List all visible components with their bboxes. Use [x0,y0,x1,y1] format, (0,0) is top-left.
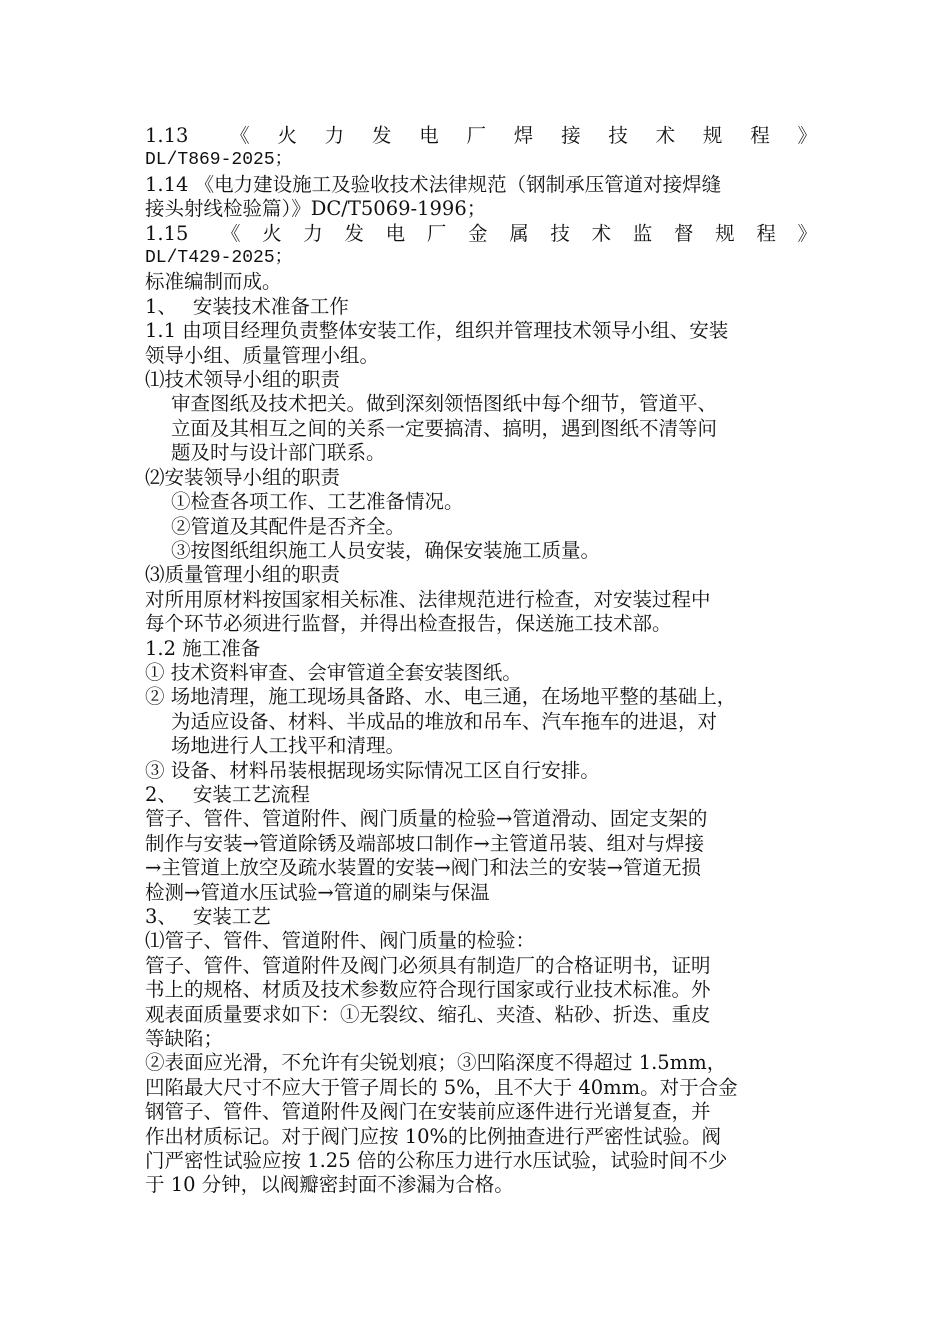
process-flow-text: 管子、管件、管道附件、阀门质量的检验→管道滑动、固定支架的 [145,807,708,831]
tech-group-text: 题及时与设计部门联系。 [171,441,386,465]
install-group-item: ①检查各项工作、工艺准备情况。 [171,490,464,514]
prep-item: ② 场地清理，施工现场具备路、水、电三通，在场地平整的基础上， [145,685,737,709]
tech-group-text: 立面及其相互之间的关系一定要搞清、搞明，遇到图纸不清等问 [171,416,718,440]
process-flow-text: 制作与安装→管道除锈及端部坡口制作→主管道吊装、组对与焊接 [145,831,705,855]
inspection-text: 书上的规格、材质及技术参数应符合现行国家或行业技术标准。外 [145,978,711,1002]
section-1-heading: 1、 安装技术准备工作 [145,294,349,318]
document-page [145,124,817,1198]
process-flow-text: →主管道上放空及疏水装置的安装→阀门和法兰的安装→管道无损 [145,856,702,880]
tech-group-heading: ⑴技术领导小组的职责 [145,368,341,392]
prep-item-cont: 为适应设备、材料、半成品的堆放和吊车、汽车拖车的进退，对 [171,709,718,733]
std-114-cont: 接头射线检验篇）》DC/T5069-1996； [145,197,487,221]
inspection-text: ②表面应光滑，不允许有尖锐划痕；③凹陷深度不得超过 1.5mm， [145,1051,727,1075]
section-2-heading: 2、 安装工艺流程 [145,782,310,806]
std-114-line: 1.14 《电力建设施工及验收技术法律规范（钢制承压管道对接焊缝 [145,172,722,196]
inspection-text: 管子、管件、管道附件及阀门必须具有制造厂的合格证明书，证明 [145,953,711,977]
tech-group-text: 审查图纸及技术把关。做到深刻领悟图纸中每个细节，管道平、 [171,392,718,416]
prep-item: ③ 设备、材料吊装根据现场实际情况工区自行安排。 [145,758,600,782]
prep-item: ① 技术资料审查、会审管道全套安装图纸。 [145,660,522,684]
quality-group-text: 对所用原材料按国家相关标准、法律规范进行检查，对安装过程中 [145,587,711,611]
prep-item-cont: 场地进行人工找平和清理。 [171,734,406,758]
section-1-2-heading: 1.2 施工准备 [145,636,261,660]
inspection-text: 作出材质标记。对于阀门应按 10%的比例抽查进行严密性试验。阀 [145,1124,722,1148]
section-1-1-line: 领导小组、质量管理小组。 [145,343,380,367]
install-group-heading: ⑵安装领导小组的职责 [145,465,341,489]
standards-ending: 标准编制而成。 [145,270,282,294]
section-1-1-line: 1.1 由项目经理负责整体安装工作，组织并管理技术领导小组、安装 [145,319,729,343]
std-113-code: DL/T869-2025； [145,150,293,171]
inspection-heading: ⑴管子、管件、管道附件、阀门质量的检验： [145,929,536,953]
inspection-text: 等缺陷； [145,1027,224,1051]
std-115-code: DL/T429-2025； [145,248,293,269]
quality-group-heading: ⑶质量管理小组的职责 [145,563,341,587]
section-3-heading: 3、 安装工艺 [145,905,271,928]
inspection-text: 门严密性试验应按 1.25 倍的公称压力进行水压试验，试验时间不少 [145,1149,728,1173]
install-group-item: ②管道及其配件是否齐全。 [171,514,406,538]
inspection-text: 凹陷最大尺寸不应大于管子周长的 5%，且不大于 40mm。对于合金 [145,1075,738,1099]
install-group-item: ③按图纸组织施工人员安装，确保安装施工质量。 [171,538,601,562]
process-flow-text: 检测→管道水压试验→管道的刷柒与保温 [145,880,490,904]
inspection-text: 于 10 分钟，以阀瓣密封面不渗漏为合格。 [145,1173,514,1197]
std-113-line: 1.13 《 火 力 发 电 厂 焊 接 技 术 规 程 》 [145,124,817,147]
std-115-line: 1.15 《 火 力 发 电 厂 金 属 技 术 监 督 规 程 》 [145,221,817,245]
inspection-text: 观表面质量要求如下：①无裂纹、缩孔、夹渣、粘砂、折迭、重皮 [145,1002,711,1026]
quality-group-text: 每个环节必须进行监督，并得出检查报告，保送施工技术部。 [145,612,672,636]
inspection-text: 钢管子、管件、管道附件及阀门在安装前应逐件进行光谱复查，并 [145,1100,711,1124]
